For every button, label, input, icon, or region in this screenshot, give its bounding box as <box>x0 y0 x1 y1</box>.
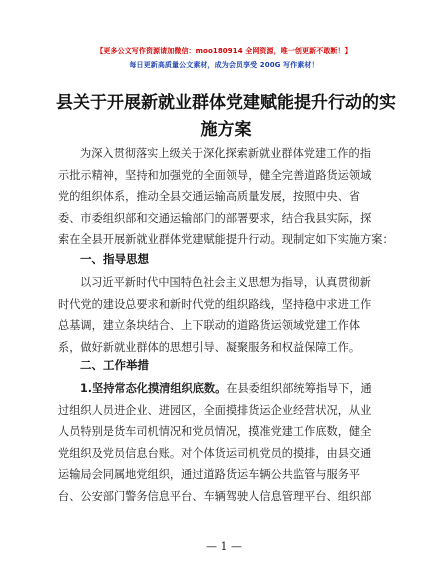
paragraph-line: 过组织人员进企业、进园区，全面摸排货运企业经营状况，从业 <box>58 403 372 417</box>
paragraph-line: 系，做好新就业群体的思想引导、凝聚服务和权益保障工作。 <box>58 340 361 354</box>
promo-line-blue: 每日更新高质量公文素材，成为会员享受 200G 写作素材！ <box>129 61 319 69</box>
title-line: 施方案 <box>200 120 252 140</box>
paragraph-line: 总基调，建立条块结合、上下联动的道路货运领域党建工作体 <box>58 319 361 332</box>
paragraph-line: 运输局会同属地党组织，通过道路货运车辆公共监管与服务平 <box>58 468 361 481</box>
guiding-paragraph <box>58 272 392 358</box>
intro-paragraph <box>58 143 392 251</box>
paragraph-line: 人员特别是货车司机情况和党员情况，摸准党建工作底数，健全 <box>58 425 372 438</box>
paragraph-line: 以习近平新时代中国特色社会主义思想为指导，认真贯彻新 <box>80 276 371 289</box>
item-lead-rest: 在县委组织部统筹指导下，通 <box>226 382 372 395</box>
promo-line-red: 【更多公文写作资源请加微信：moo180914 全网资源，唯一创更新不敢断！】 <box>96 47 352 55</box>
measures-paragraph <box>58 378 392 507</box>
paragraph-line: 委、市委组织部和交通运输部门的部署要求，结合我县实际，探 <box>58 211 372 225</box>
section-heading: 一、指导思想 <box>80 252 149 266</box>
section-heading: 二、工作举措 <box>80 358 149 372</box>
paragraph-line: 党组织及党员信息台账。对个体货运司机党员的摸排，由县交通 <box>58 446 372 460</box>
document-title <box>54 90 398 144</box>
paragraph-line: 党的组织体系，推动全县交通运输高质量发展，按照中央、省 <box>58 190 361 203</box>
paragraph-line <box>58 378 392 400</box>
title-line: 县关于开展新就业群体党建赋能提升行动的实 <box>56 93 396 113</box>
paragraph-line: 索在全县开展新就业群体党建赋能提升行动。现制定如下实施方案： <box>58 233 394 246</box>
paragraph-line: 为深入贯彻落实上级关于深化探索新就业群体党建工作的指 <box>80 147 371 160</box>
paragraph-line: 台、公安部门警务信息平台、车辆驾驶人信息管理平台、组织部 <box>58 489 372 503</box>
paragraph-line: 时代党的建设总要求和新时代党的组织路线，坚持稳中求进工作 <box>58 297 372 311</box>
paragraph-line: 示批示精神，坚持和加强党的全面领导，健全完善道路货运领域 <box>58 168 372 182</box>
item-lead: 1.坚持常态化摸清组织底数。 <box>80 382 227 395</box>
page-number: — 1 — <box>206 540 242 553</box>
